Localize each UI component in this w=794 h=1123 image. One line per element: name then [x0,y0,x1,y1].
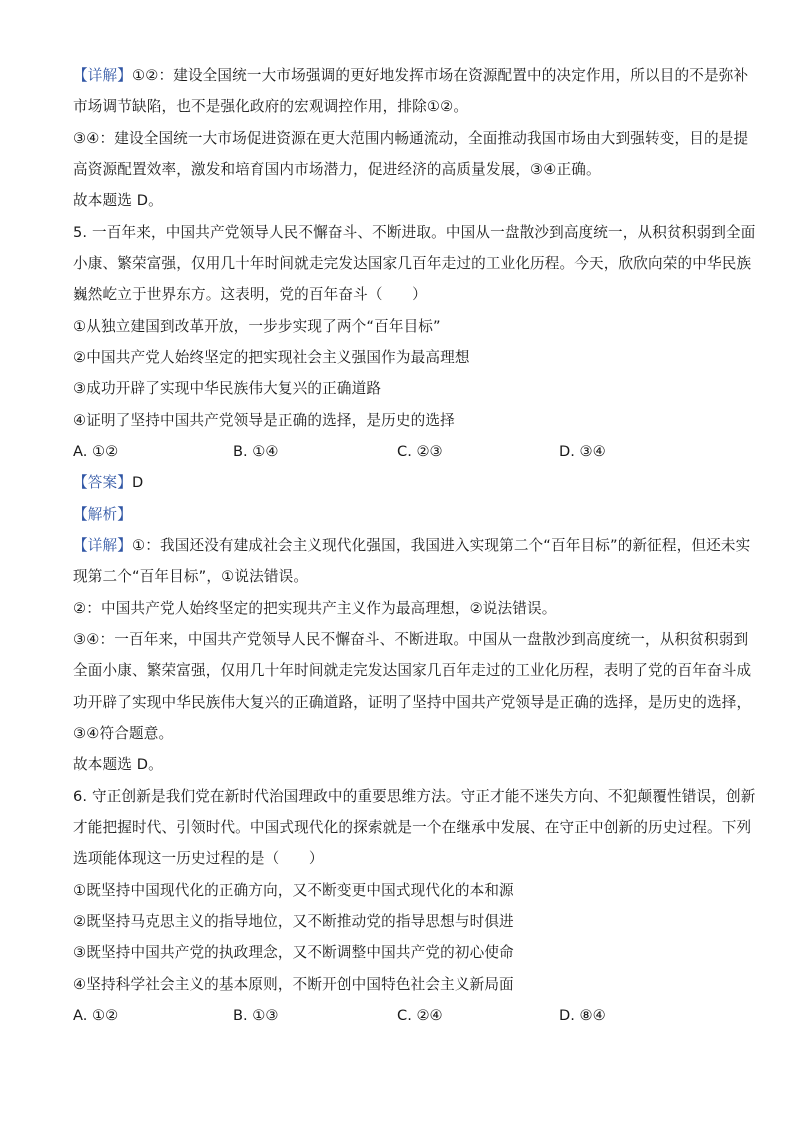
q5-stem-line-2: 小康、繁荣富强，仅用几十年时间就走完发达国家几百年走过的工业化历程。今天，欣欣向荣的中华民族 [73,255,752,272]
q5-statement-4: ④证明了坚持中国共产党领导是正确的选择，是历史的选择 [73,412,455,429]
detail-tag: 【详解】 [73,67,132,84]
q5-detail-line-1 [73,536,751,556]
q5-analysis [73,505,733,525]
q4-detail-line-2: 市场调节缺陷，也不是强化政府的宏观调控作用，排除①②。 [73,98,469,115]
q5-detail-line-2: 现第二个“百年目标”，①说法错误。 [73,568,309,585]
q4-conclusion: 故本题选 D。 [73,192,163,209]
q5-detail-line-4: ③④：一百年来，中国共产党领导人民不懈奋斗、不断进取。中国从一盘散沙到高度统一，从积贫积弱到 [73,631,749,648]
q6-options [73,1006,733,1026]
q6-statement-1: ①既坚持中国现代化的正确方向，又不断变更中国式现代化的本和源 [73,882,514,899]
q5-detail-text: ①：我国还没有建成社会主义现代化强国，我国进入实现第二个“百年目标”的新征程，但还未实 [131,537,751,554]
q5-detail-line-5: 全面小康、繁荣富强，仅用几十年时间就走完发达国家几百年走过的工业化历程，表明了党的百年奋斗成 [73,662,752,679]
analysis-tag: 【解析】 [73,506,132,523]
q5-option-b: B. ①④ [233,443,279,460]
q6-statement-3: ③既坚持中国共产党的执政理念，又不断调整中国共产党的初心使命 [73,944,514,961]
q6-stem-line-3: 选项能体现这一历史过程的是（ ） [73,850,324,867]
q5-answer [73,473,733,493]
detail-tag: 【详解】 [73,537,132,554]
q4-detail-line-3: ③④：建设全国统一大市场促进资源在更大范围内畅通流动，全面推动我国市场由大到强转变，目的是提 [73,130,749,147]
q6-option-b: B. ①③ [233,1007,279,1024]
q6-option-c: C. ②④ [397,1007,443,1024]
q4-detail-text: ①②：建设全国统一大市场强调的更好地发挥市场在资源配置中的决定作用，所以目的不是弥补 [131,67,749,84]
q6-statement-2: ②既坚持马克思主义的指导地位，又不断推动党的指导思想与时俱进 [73,913,514,930]
answer-tag: 【答案】 [73,474,132,491]
q5-option-a: A. ①② [73,443,119,460]
q5-stem-line-3: 巍然屹立于世界东方。这表明，党的百年奋斗（ ） [73,286,427,303]
q5-stem-line-1: 5. 一百年来，中国共产党领导人民不懈奋斗、不断进取。中国从一盘散沙到高度统一，从积贫积弱到全面 [73,224,756,241]
q5-options [73,442,733,462]
q6-option-d: D. ⑧④ [559,1007,606,1024]
answer-value: D [131,474,144,491]
q5-statement-1: ①从独立建国到改革开放，一步步实现了两个“百年目标” [73,318,441,335]
q5-detail-line-3: ②：中国共产党人始终坚定的把实现共产主义作为最高理想，②说法错误。 [73,600,557,617]
q5-detail-line-6: 功开辟了实现中华民族伟大复兴的正确道路，证明了坚持中国共产党领导是正确的选择，是历史的选择， [73,694,752,711]
q5-conclusion: 故本题选 D。 [73,756,163,773]
q5-option-d: D. ③④ [559,443,606,460]
q5-detail-line-7: ③④符合题意。 [73,725,174,742]
q5-statement-3: ③成功开辟了实现中华民族伟大复兴的正确道路 [73,380,382,397]
q6-stem-line-1: 6. 守正创新是我们党在新时代治国理政中的重要思维方法。守正才能不迷失方向、不犯颠覆性错误，创新 [73,788,756,805]
q6-statement-4: ④坚持科学社会主义的基本原则，不断开创中国特色社会主义新局面 [73,976,514,993]
q4-detail-line-4: 高资源配置效率，激发和培育国内市场潜力，促进经济的高质量发展，③④正确。 [73,161,601,178]
q5-option-c: C. ②③ [397,443,443,460]
q6-option-a: A. ①② [73,1007,119,1024]
q4-detail-line-1 [73,66,749,86]
q6-stem-line-2: 才能把握时代、引领时代。中国式现代化的探索就是一个在继承中发展、在守正中创新的历史过程。下列 [73,819,752,836]
q5-statement-2: ②中国共产党人始终坚定的把实现社会主义强国作为最高理想 [73,349,470,366]
